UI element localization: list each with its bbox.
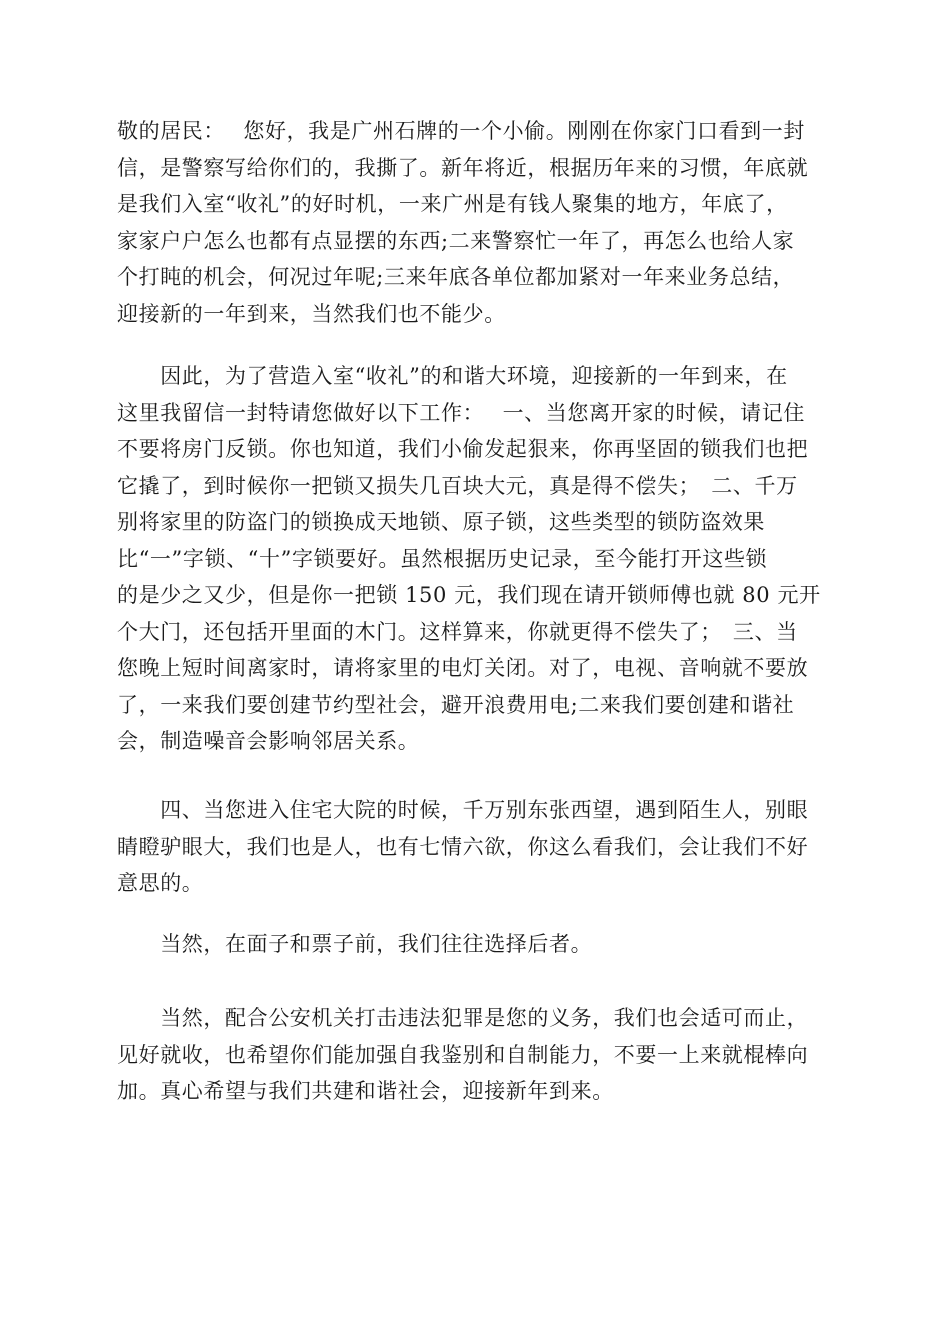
text-line: 是我们入室“收礼”的好时机，一来广州是有钱人聚集的地方，年底了， bbox=[117, 192, 788, 216]
text-line: 的是少之又少，但是你一把锁 150 元，我们现在请开锁师傅也就 80 元开 bbox=[117, 583, 821, 607]
text-line: 信，是警察写给你们的，我撕了。新年将近，根据历年来的习惯，年底就 bbox=[117, 155, 809, 180]
text-line: 当然，配合公安机关打击违法犯罪是您的义务，我们也会适可而止， bbox=[117, 1006, 809, 1030]
text-line: 加。真心希望与我们共建和谐社会，迎接新年到来。 bbox=[117, 1079, 614, 1103]
paragraph-2 bbox=[117, 358, 833, 760]
text-line: 比“一”字锁、“十”字锁要好。虽然根据历史记录，至今能打开这些锁 bbox=[117, 546, 768, 571]
text-line: 您晚上短时间离家时，请将家里的电灯关闭。对了，电视、音响就不要放 bbox=[117, 656, 809, 680]
text-line: 不要将房门反锁。你也知道，我们小偷发起狠来，你再坚固的锁我们也把 bbox=[117, 437, 809, 461]
paragraph-3 bbox=[117, 792, 833, 902]
text-line: 它撬了，到时候你一把锁又损失几百块大元，真是得不偿失； 二、千万 bbox=[117, 473, 798, 498]
text-line: 当然，在面子和票子前，我们往往选择后者。 bbox=[117, 932, 593, 956]
paragraph-4 bbox=[117, 926, 833, 963]
text-line: 敬的居民： 您好，我是广州石牌的一个小偷。刚刚在你家门口看到一封 bbox=[117, 119, 805, 143]
text-line: 了，一来我们要创建节约型社会，避开浪费用电;二来我们要创建和谐社 bbox=[117, 692, 795, 717]
text-line: 别将家里的防盗门的锁换成天地锁、原子锁，这些类型的锁防盗效果 bbox=[117, 510, 765, 534]
text-line: 个打盹的机会，何况过年呢;三来年底各单位都加紧对一年来业务总结， bbox=[117, 265, 795, 289]
text-line: 因此，为了营造入室“收礼”的和谐大环境，迎接新的一年到来，在 bbox=[117, 364, 788, 388]
text-line: 个大门，还包括开里面的木门。这样算来，你就更得不偿失了； 三、当 bbox=[117, 619, 798, 644]
text-line: 四、当您进入住宅大院的时候，千万别东张西望，遇到陌生人，别眼 bbox=[117, 798, 809, 822]
paragraph-5 bbox=[117, 1000, 833, 1110]
text-line: 家家户户怎么也都有点显摆的东西;二来警察忙一年了，再怎么也给人家 bbox=[117, 228, 795, 253]
text-line: 会，制造噪音会影响邻居关系。 bbox=[117, 729, 420, 753]
text-line: 见好就收，也希望你们能加强自我鉴别和自制能力，不要一上来就棍棒向 bbox=[117, 1042, 809, 1067]
text-line: 迎接新的一年到来，当然我们也不能少。 bbox=[117, 301, 506, 326]
paragraph-1 bbox=[117, 113, 833, 332]
text-line: 这里我留信一封特请您做好以下工作： 一、当您离开家的时候，请记住 bbox=[117, 400, 805, 425]
text-line: 意思的。 bbox=[117, 871, 204, 895]
text-line: 睛瞪驴眼大，我们也是人，也有七情六欲，你这么看我们，会让我们不好 bbox=[117, 834, 809, 859]
